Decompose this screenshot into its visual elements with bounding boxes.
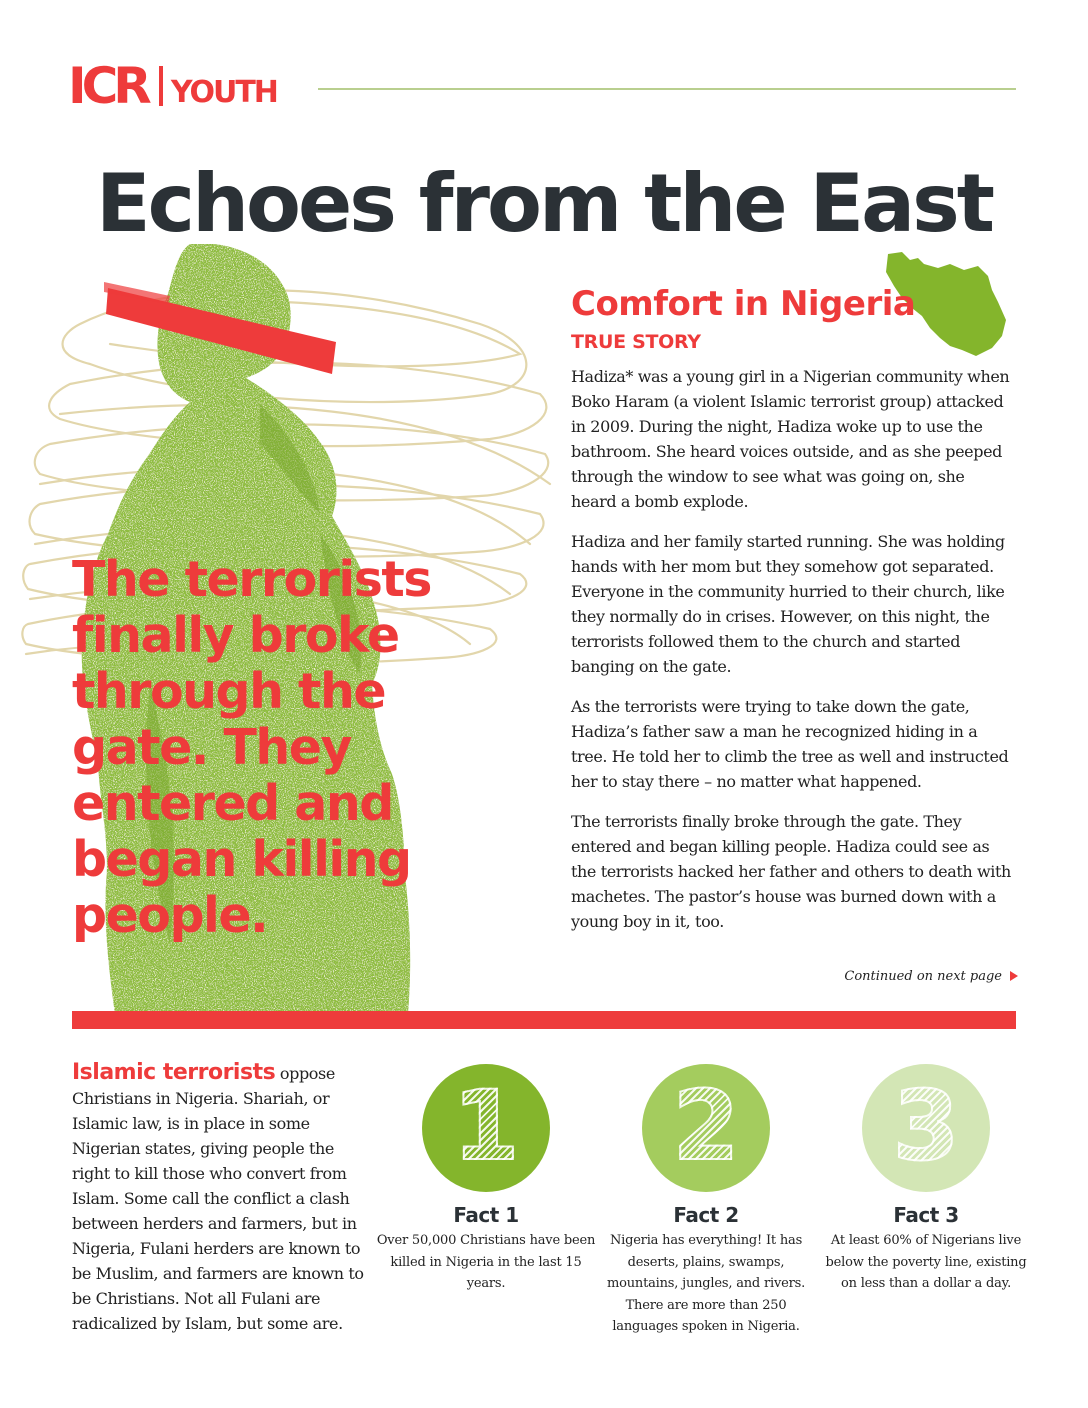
sidebar-text [72,1060,372,1336]
continued-label: Continued on next page [844,969,1002,984]
section-divider [72,1011,1016,1029]
fact-badge [862,1064,990,1192]
fact-card-1 [376,1064,596,1295]
icr-youth-logo [68,57,277,115]
fact-number: 1 [422,1070,550,1182]
logo-sub-text: YOUTH [170,75,277,110]
fact-number: 2 [642,1070,770,1182]
page-title: Echoes from the East [96,157,992,250]
pull-quote: The terrorists finally broke through the gate. They entered and began killing people. [72,551,431,944]
fact-badge [422,1064,550,1192]
story-paragraph: Hadiza and her family started running. She was holding hands with her mom but they somehow got separated. Everyone in the community hurried to their church, like they normally do in crises. However, on this night, the terrorists followed them to the church and started banging on the gate. [571,532,1005,676]
fact-description: Over 50,000 Christians have been killed in Nigeria in the last 15 years. [376,1233,596,1291]
story-title: Comfort in Nigeria [571,284,916,324]
sidebar-body: oppose Christians in Nigeria. Shariah, or Islamic law, is in place in some Nigerian states, giving people the right to kill those who convert from Islam. Some call the conflict a clash between herders and farmers, but in Nigeria, Fulani herders are known to be Muslim, and farmers are known to be Christians. Not all Fulani are radicalized by Islam, but some are. [72,1064,364,1333]
fact-description: Nigeria has everything! It has deserts, plains, swamps, mountains, jungles, and rivers. There are more than 250 languages spoken in Nigeria. [606,1233,806,1334]
fact-card-2 [596,1064,816,1338]
story-body [571,364,1013,949]
story-kicker: TRUE STORY [571,331,701,353]
continued-link[interactable] [700,966,1018,988]
logo-separator [159,66,163,106]
fact-description: At least 60% of Nigerians live below the poverty line, existing on less than a dollar a day. [825,1233,1027,1291]
story-paragraph: The terrorists finally broke through the gate. They entered and began killing people. Hadiza could see as the terrorists hacked her father and others to death with machetes. The pastor’s house was burned down with a young boy in it, too. [571,812,1011,931]
fact-title: Fact 3 [893,1203,959,1227]
fact-badge [642,1064,770,1192]
fact-number: 3 [862,1070,990,1182]
fact-card-3 [816,1064,1036,1295]
arrow-right-icon [1010,971,1018,981]
fact-title: Fact 1 [453,1203,519,1227]
logo-main-text: ICR [68,57,147,115]
header-rule [318,88,1016,90]
story-paragraph: As the terrorists were trying to take down the gate, Hadiza’s father saw a man he recognized hiding in a tree. He told her to climb the tree as well and instructed her to stay there – no matter what happened. [571,697,1009,791]
story-paragraph: Hadiza* was a young girl in a Nigerian community when Boko Haram (a violent Islamic terrorist group) attacked in 2009. During the night, Hadiza woke up to use the bathroom. She heard voices outside, and as she peeped through the window to see what was going on, she heard a bomb explode. [571,367,1010,511]
sidebar-heading: Islamic terrorists [72,1060,276,1085]
fact-title: Fact 2 [673,1203,739,1227]
